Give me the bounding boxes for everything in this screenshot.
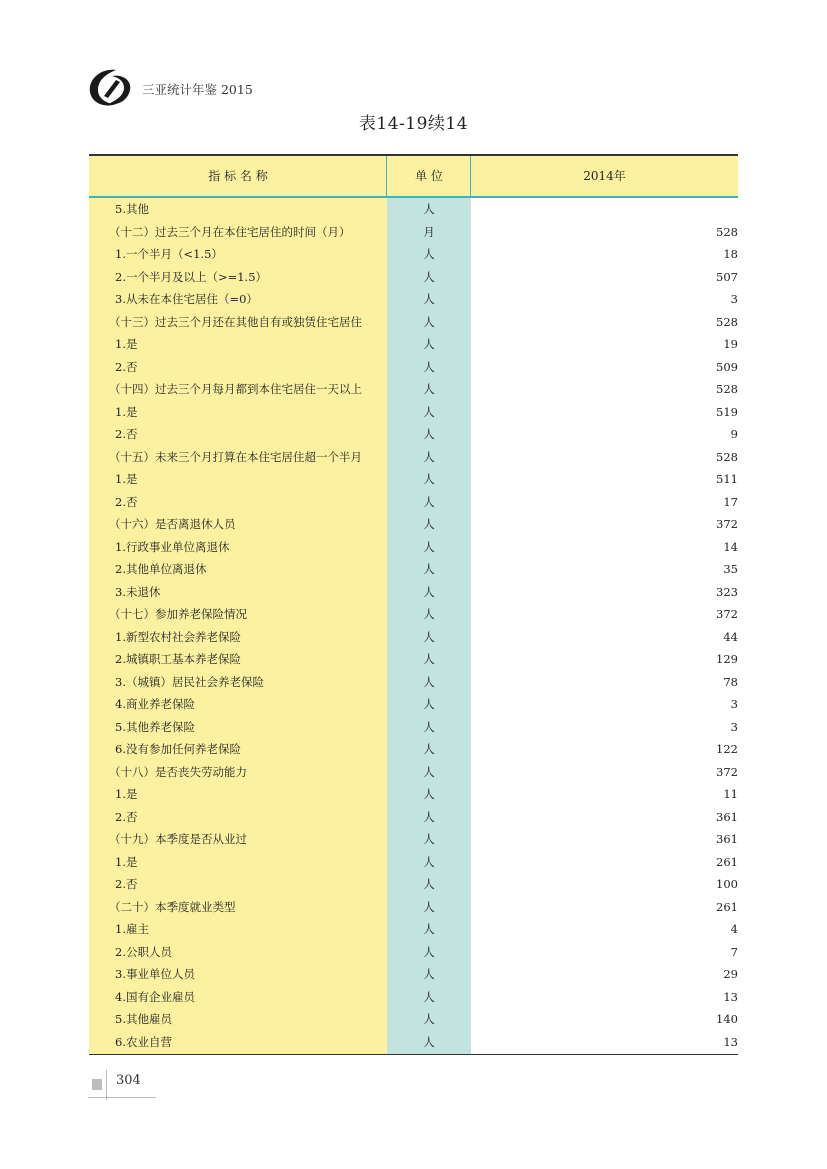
row-unit: 人 xyxy=(423,472,435,486)
row-unit: 人 xyxy=(423,584,435,599)
table-row xyxy=(89,536,738,559)
table-row xyxy=(89,761,738,784)
table-row xyxy=(89,333,738,356)
row-name: 1.行政事业单位离退休 xyxy=(115,539,230,554)
table-row xyxy=(89,468,738,491)
row-name: 5.其他养老保险 xyxy=(115,719,195,734)
row-unit: 人 xyxy=(423,854,435,869)
table-row xyxy=(89,558,738,581)
table-row xyxy=(89,581,738,604)
row-value: 507 xyxy=(716,269,738,284)
row-name: 2.否 xyxy=(115,427,138,441)
row-name: 5.其他 xyxy=(115,202,149,216)
table-row xyxy=(89,941,738,964)
table-body xyxy=(89,198,738,1053)
row-unit: 人 xyxy=(423,922,435,936)
page-marker-line xyxy=(106,1070,107,1100)
row-name: 2.否 xyxy=(115,494,138,509)
table-row xyxy=(89,671,738,694)
row-value: 140 xyxy=(716,1012,738,1026)
row-name: （十七）参加养老保险情况 xyxy=(109,607,247,621)
row-value: 511 xyxy=(716,472,738,486)
row-unit: 人 xyxy=(423,247,435,261)
table-row xyxy=(89,873,738,896)
row-name: 3.（城镇）居民社会养老保险 xyxy=(115,674,264,689)
row-name: 1.是 xyxy=(115,472,138,486)
row-value: 528 xyxy=(716,449,738,464)
row-value: 528 xyxy=(716,314,738,329)
row-value: 9 xyxy=(730,427,738,441)
row-name: 3.未退休 xyxy=(115,584,161,599)
table-row xyxy=(89,491,738,514)
row-unit: 人 xyxy=(423,629,435,644)
header-name: 指 标 名 称 xyxy=(208,169,268,183)
table-row xyxy=(89,423,738,446)
table-row xyxy=(89,266,738,289)
table-row xyxy=(89,513,738,536)
table-row xyxy=(89,288,738,311)
row-value: 261 xyxy=(716,899,738,914)
row-value: 122 xyxy=(716,742,738,756)
row-name: 3.从未在本住宅居住（=0） xyxy=(115,292,258,306)
row-unit: 人 xyxy=(423,652,435,666)
row-name: 1.雇主 xyxy=(115,922,149,936)
header-divider xyxy=(386,156,387,196)
row-value: 528 xyxy=(716,224,738,239)
row-value: 13 xyxy=(723,1034,738,1049)
row-value: 14 xyxy=(723,539,738,554)
table-row xyxy=(89,311,738,334)
row-unit: 人 xyxy=(423,607,435,621)
row-unit: 人 xyxy=(423,292,435,306)
table-row xyxy=(89,198,738,221)
row-unit: 人 xyxy=(423,809,435,824)
header-year: 2014年 xyxy=(583,169,626,183)
table-bottom-rule xyxy=(89,1054,738,1055)
row-name: （十八）是否丧失劳动能力 xyxy=(109,764,247,779)
row-value: 519 xyxy=(716,404,738,419)
row-unit: 人 xyxy=(423,989,435,1004)
row-unit: 人 xyxy=(423,404,435,419)
table-row xyxy=(89,896,738,919)
row-name: 1.是 xyxy=(115,787,138,801)
row-unit: 人 xyxy=(423,719,435,734)
row-unit: 人 xyxy=(423,944,435,959)
table-row xyxy=(89,986,738,1009)
row-unit: 人 xyxy=(423,899,435,914)
table-row xyxy=(89,918,738,941)
row-name: 2.其他单位离退休 xyxy=(115,562,207,576)
table-row xyxy=(89,693,738,716)
row-unit: 人 xyxy=(423,1012,435,1026)
row-name: 2.否 xyxy=(115,877,138,891)
row-value: 11 xyxy=(723,787,738,801)
table-row xyxy=(89,1031,738,1054)
yearbook-title: 三亚统计年鉴 2015 xyxy=(142,82,253,97)
row-name: 2.公职人员 xyxy=(115,944,172,959)
table-row xyxy=(89,446,738,469)
row-value: 13 xyxy=(723,989,738,1004)
row-name: （十五）未来三个月打算在本住宅居住超一个半月 xyxy=(109,449,362,464)
yearbook-logo-icon xyxy=(86,66,134,110)
row-name: 2.否 xyxy=(115,809,138,824)
header-unit: 单 位 xyxy=(415,169,443,183)
row-unit: 人 xyxy=(423,832,435,846)
row-unit: 人 xyxy=(423,337,435,351)
table-row xyxy=(89,221,738,244)
table-row xyxy=(89,401,738,424)
table-row xyxy=(89,716,738,739)
row-name: 4.商业养老保险 xyxy=(115,697,195,711)
row-name: 1.是 xyxy=(115,854,138,869)
row-name: 2.一个半月及以上（>=1.5） xyxy=(115,269,268,284)
row-unit: 人 xyxy=(423,562,435,576)
row-name: （十九）本季度是否从业过 xyxy=(109,832,247,846)
row-value: 528 xyxy=(716,382,738,396)
table-row xyxy=(89,851,738,874)
row-unit: 人 xyxy=(423,787,435,801)
row-name: （十二）过去三个月在本住宅居住的时间（月） xyxy=(109,224,351,239)
table-row xyxy=(89,603,738,626)
row-value: 509 xyxy=(716,359,738,374)
row-value: 372 xyxy=(716,764,738,779)
page-marker-square xyxy=(92,1079,102,1090)
row-name: （十四）过去三个月每月都到本住宅居住一天以上 xyxy=(109,382,362,396)
row-value: 44 xyxy=(723,629,738,644)
row-name: 1.是 xyxy=(115,404,138,419)
row-value: 18 xyxy=(723,247,738,261)
row-unit: 人 xyxy=(423,449,435,464)
table-row xyxy=(89,806,738,829)
row-value: 129 xyxy=(716,652,738,666)
row-name: （十六）是否离退休人员 xyxy=(109,517,236,531)
row-value: 361 xyxy=(716,832,738,846)
row-name: 6.没有参加任何养老保险 xyxy=(115,742,241,756)
table-row xyxy=(89,356,738,379)
page-number: 304 xyxy=(116,1073,141,1088)
row-unit: 人 xyxy=(423,202,435,216)
row-value: 372 xyxy=(716,607,738,621)
table-row xyxy=(89,243,738,266)
row-value: 4 xyxy=(730,922,738,936)
row-value: 35 xyxy=(723,562,738,576)
row-name: 1.是 xyxy=(115,337,138,351)
row-value: 372 xyxy=(716,517,738,531)
row-value: 361 xyxy=(716,809,738,824)
row-name: 1.新型农村社会养老保险 xyxy=(115,629,241,644)
row-value: 17 xyxy=(723,494,738,509)
row-unit: 人 xyxy=(423,359,435,374)
row-value: 3 xyxy=(730,719,738,734)
row-unit: 人 xyxy=(423,764,435,779)
table-title: 表14-19续14 xyxy=(358,114,469,134)
row-unit: 人 xyxy=(423,697,435,711)
row-value: 7 xyxy=(730,944,738,959)
row-unit: 人 xyxy=(423,314,435,329)
row-unit: 人 xyxy=(423,382,435,396)
row-value: 3 xyxy=(730,292,738,306)
row-value: 261 xyxy=(716,854,738,869)
row-name: 2.否 xyxy=(115,359,138,374)
table-row xyxy=(89,626,738,649)
table-row xyxy=(89,648,738,671)
row-unit: 人 xyxy=(423,517,435,531)
row-unit: 人 xyxy=(423,877,435,891)
row-name: 3.事业单位人员 xyxy=(115,967,195,981)
row-name: 4.国有企业雇员 xyxy=(115,989,195,1004)
row-unit: 人 xyxy=(423,742,435,756)
table-row xyxy=(89,738,738,761)
row-value: 19 xyxy=(723,337,738,351)
row-unit: 人 xyxy=(423,674,435,689)
row-unit: 月 xyxy=(423,224,435,239)
row-unit: 人 xyxy=(423,1034,435,1049)
page-marker-line xyxy=(88,1097,156,1098)
row-name: 2.城镇职工基本养老保险 xyxy=(115,652,241,666)
table-row xyxy=(89,783,738,806)
table-row xyxy=(89,1008,738,1031)
row-value: 29 xyxy=(723,967,738,981)
row-value: 78 xyxy=(723,674,738,689)
row-unit: 人 xyxy=(423,427,435,441)
row-unit: 人 xyxy=(423,539,435,554)
row-unit: 人 xyxy=(423,494,435,509)
row-value: 3 xyxy=(730,697,738,711)
row-name: 5.其他雇员 xyxy=(115,1012,172,1026)
table-row xyxy=(89,963,738,986)
row-unit: 人 xyxy=(423,269,435,284)
header-divider xyxy=(470,156,471,196)
row-name: （十三）过去三个月还在其他自有或独赁住宅居住 xyxy=(109,314,362,329)
table-row xyxy=(89,828,738,851)
row-value: 100 xyxy=(716,877,738,891)
row-value: 323 xyxy=(716,584,738,599)
row-unit: 人 xyxy=(423,967,435,981)
row-name: 6.农业自营 xyxy=(115,1034,172,1049)
row-name: （二十）本季度就业类型 xyxy=(109,899,236,914)
row-name: 1.一个半月（<1.5） xyxy=(115,247,223,261)
table-row xyxy=(89,378,738,401)
